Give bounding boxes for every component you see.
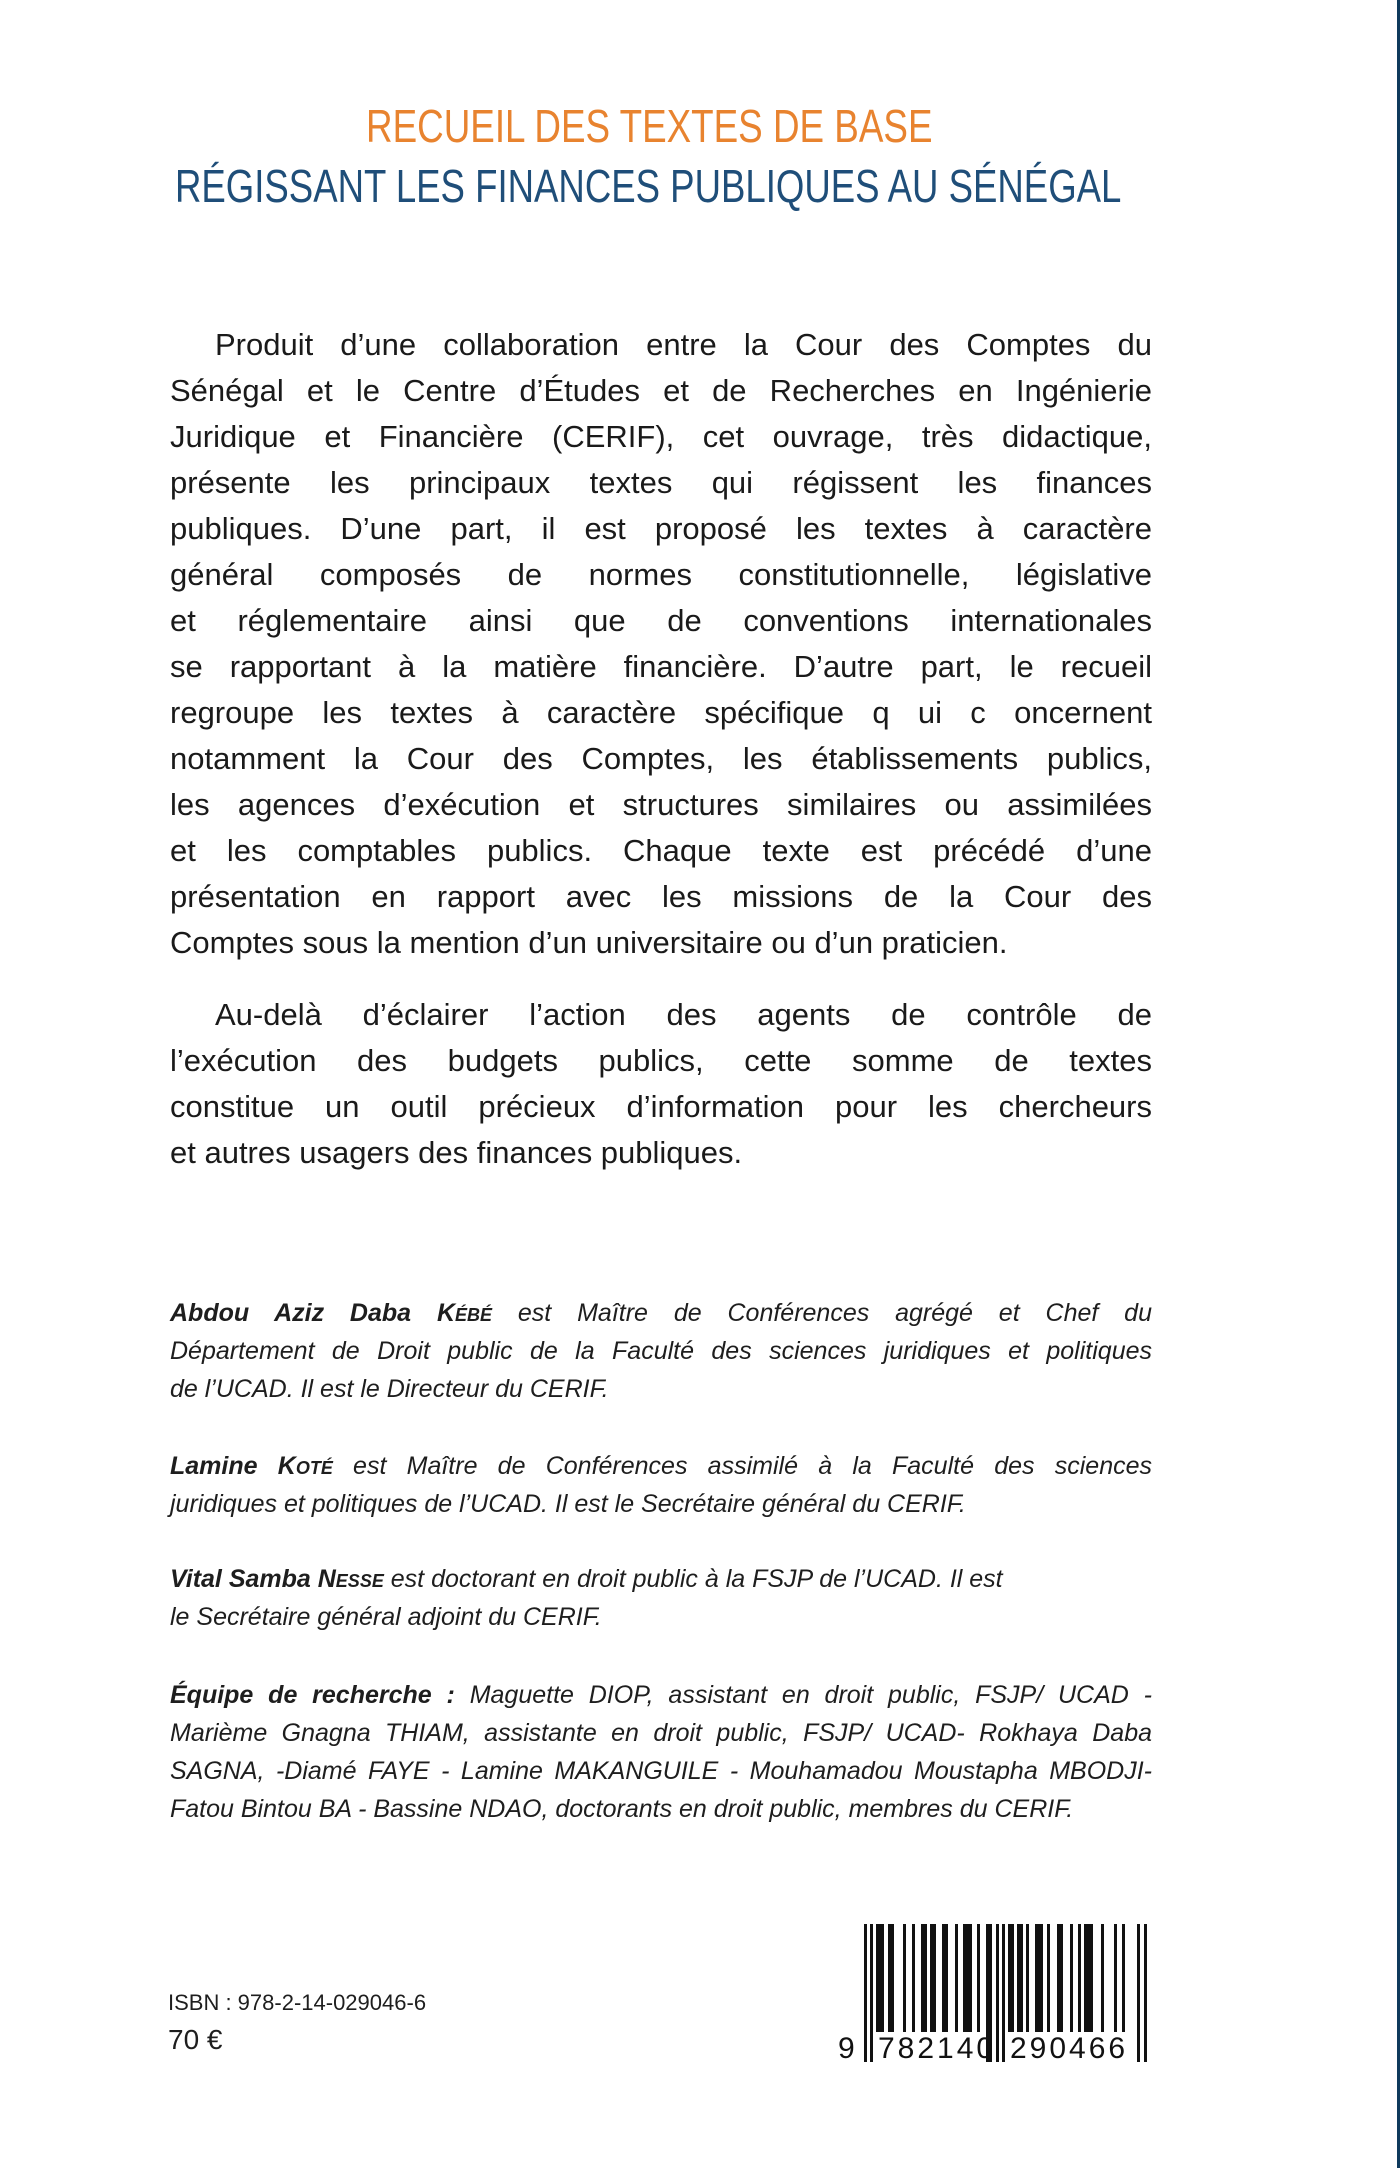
barcode-lead-digit: 9 (838, 2032, 855, 2065)
author-surname: Koté (277, 1452, 333, 1480)
author-bio-line (170, 1294, 1152, 1332)
summary-line: publiques. D’une part, il est proposé les textes à caractère (170, 511, 1152, 546)
author-bio-line: le Secrétaire général adjoint du CERIF. (170, 1603, 602, 1631)
research-team-text: Maguette DIOP, assistant en droit public, FSJP/ UCAD - (454, 1681, 1153, 1709)
isbn-label: ISBN : 978-2-14-029046-6 (168, 1990, 427, 2015)
author-bio-line: de l’UCAD. Il est le Directeur du CERIF. (170, 1375, 609, 1403)
author-bio-line (170, 1447, 1152, 1485)
title-line-2: RÉGISSANT LES FINANCES PUBLIQUES AU SÉNÉGAL (175, 160, 1122, 212)
summary-line: présentation en rapport avec les missions de la Cour des (170, 879, 1152, 914)
author-bio-line (170, 1560, 1152, 1598)
summary-line: Juridique et Financière (CERIF), cet ouvrage, très didactique, (170, 419, 1152, 454)
author-given-name: Abdou Aziz Daba (170, 1299, 412, 1327)
barcode-left-group: 782140 (878, 2032, 997, 2065)
author-given-name: Vital Samba (170, 1565, 311, 1593)
summary-line: se rapportant à la matière financière. D’autre part, le recueil (170, 649, 1152, 684)
author-bio-line: Département de Droit public de la Faculté des sciences juridiques et politiques (170, 1337, 1152, 1365)
research-team-line (170, 1676, 1152, 1714)
summary-line: regroupe les textes à caractère spécifique q ui c oncernent (170, 695, 1152, 730)
author-bio-line: juridiques et politiques de l’UCAD. Il est le Secrétaire général du CERIF. (170, 1490, 966, 1518)
barcode-digits (838, 2032, 1158, 2068)
summary-line: l’exécution des budgets publics, cette somme de textes (170, 1043, 1152, 1078)
summary-line: Produit d’une collaboration entre la Cour des Comptes du (215, 327, 1152, 362)
summary-line: et réglementaire ainsi que de conventions internationales (170, 603, 1152, 638)
summary-line: et autres usagers des finances publiques. (170, 1135, 743, 1170)
summary-line: Comptes sous la mention d’un universitaire ou d’un praticien. (170, 925, 1008, 960)
author-given-name: Lamine (170, 1452, 258, 1480)
barcode-right-group: 290466 (1010, 2032, 1129, 2065)
summary-line: Au-delà d’éclairer l’action des agents de contrôle de (215, 997, 1152, 1032)
author-bio-text: est doctorant en droit public à la FSJP de l’UCAD. Il est (383, 1565, 1003, 1593)
summary-line: et les comptables publics. Chaque texte est précédé d’une (170, 833, 1152, 868)
summary-line: général composés de normes constitutionnelle, législative (170, 557, 1152, 592)
research-team-line: Fatou Bintou BA - Bassine NDAO, doctorants en droit public, membres du CERIF. (170, 1795, 1074, 1823)
research-team-line: SAGNA, -Diamé FAYE - Lamine MAKANGUILE - Mouhamadou Moustapha MBODJI- (170, 1757, 1152, 1785)
summary-line: présente les principaux textes qui régissent les finances (170, 465, 1152, 500)
author-bio-text: est Maître de Conférences agrégé et Chef du (492, 1299, 1152, 1327)
author-bio-text: est Maître de Conférences assimilé à la Faculté des sciences (332, 1452, 1152, 1480)
summary-line: les agences d’exécution et structures similaires ou assimilées (170, 787, 1152, 822)
price-label: 70 € (168, 2024, 223, 2055)
author-surname: Nesse (317, 1565, 384, 1593)
title-line-1: RECUEIL DES TEXTES DE BASE (366, 100, 933, 152)
isbn-barcode (838, 1922, 1158, 2072)
summary-line: Sénégal et le Centre d’Études et de Recherches en Ingénierie (170, 373, 1152, 408)
author-surname: Kébé (436, 1299, 493, 1327)
summary-line: constitue un outil précieux d’information pour les chercheurs (170, 1089, 1152, 1124)
research-team-label: Équipe de recherche : (170, 1681, 455, 1709)
summary-line: notamment la Cour des Comptes, les établissements publics, (170, 741, 1152, 776)
research-team-line: Marième Gnagna THIAM, assistante en droit public, FSJP/ UCAD- Rokhaya Daba (170, 1719, 1152, 1747)
